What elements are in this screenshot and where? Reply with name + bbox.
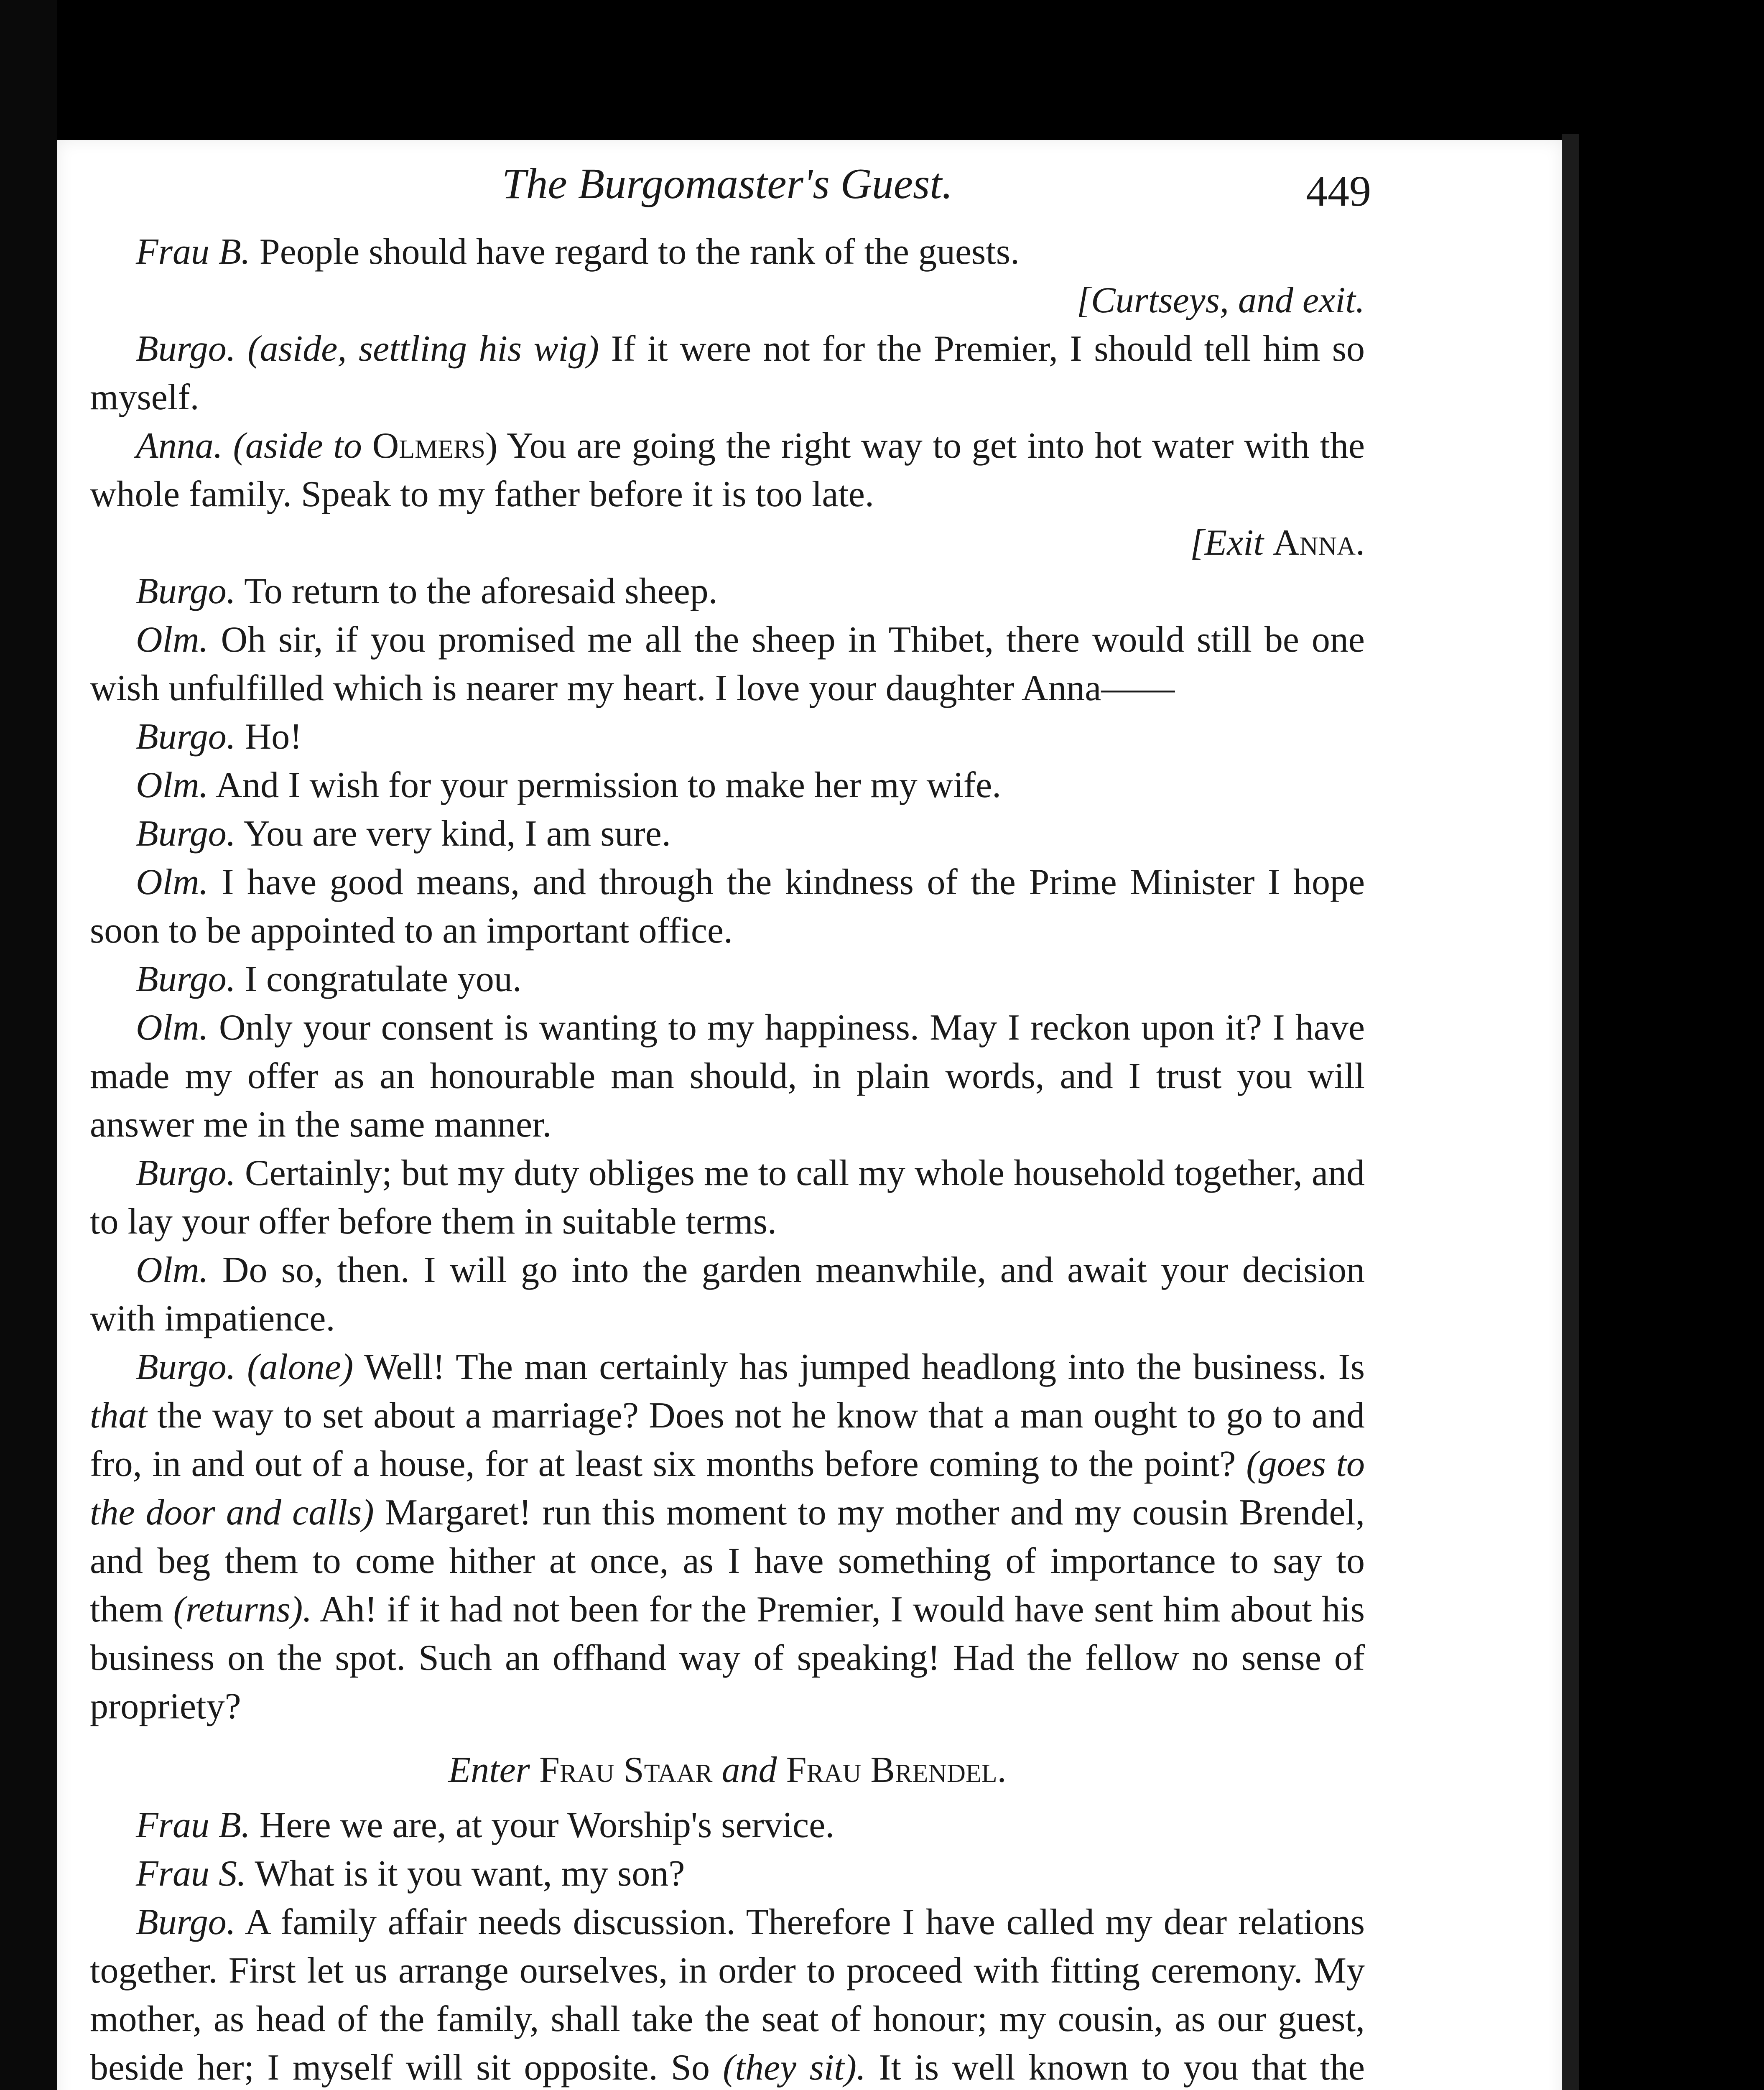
page-text: [90, 140, 1371, 2090]
exit-text: [Curtseys, and exit.: [1076, 280, 1365, 321]
speaker: Burgo.: [136, 1347, 236, 1387]
stage-direction-enter: [90, 1746, 1365, 1794]
speech-text: People should have regard to the rank of the guests.: [259, 232, 1020, 272]
speech-text: Ho!: [245, 716, 302, 757]
speech-line: [90, 616, 1365, 713]
speaker: Olm.: [136, 1250, 209, 1290]
left-binding-shadow: [0, 0, 57, 2090]
speech-text: Well! The man certainly has jumped headlong into the business. Is: [364, 1347, 1365, 1387]
enter-word: Enter: [448, 1750, 530, 1790]
speech-text: If it were not for the Premier, I should tell him so myself.: [90, 329, 1365, 418]
speech-text: What is it you want, my son?: [255, 1853, 685, 1894]
speech-line: [90, 1343, 1365, 1731]
emphasis: that: [90, 1395, 147, 1436]
speaker: Olm.: [136, 862, 209, 902]
speech-line: [90, 1801, 1365, 1850]
speech-line: [90, 1898, 1365, 2090]
speech-text: Here we are, at your Worship's service.: [259, 1805, 835, 1845]
speech-text: the way to set about a marriage? Does not he know that a man ought to go to and fro, in and out of a house, for at least six months before coming to the point?: [90, 1395, 1365, 1484]
speaker: Olm.: [136, 765, 209, 805]
speech-text: Do so, then. I will go into the garden meanwhile, and await your decision with impatience.: [90, 1250, 1365, 1339]
speech-text: Ah! if it had not been for the Premier, I would have sent him about his business on the spot. Such an offhand way of speaking! Had the fellow no sense of propriety?: [90, 1589, 1365, 1727]
page-header: [90, 140, 1371, 228]
speech-line: [90, 1850, 1365, 1898]
speaker: Frau B.: [136, 1805, 250, 1845]
character-name: Frau Staar: [539, 1750, 713, 1790]
speaker: Frau B.: [136, 232, 250, 272]
speech-text: And I wish for your permission to make her my wife.: [215, 765, 1002, 805]
stage-direction-exit: [90, 519, 1365, 567]
speaker: Olm.: [136, 619, 209, 660]
speaker: Frau S.: [136, 1853, 246, 1894]
stage-direction: (returns).: [173, 1589, 312, 1630]
speaker: Burgo.: [136, 1153, 236, 1193]
speaker: Burgo.: [136, 716, 236, 757]
speech-line: [90, 1246, 1365, 1343]
running-title: The Burgomaster's Guest.: [502, 160, 953, 208]
speech-line: [90, 567, 1365, 616]
speech-text: A family affair needs discussion. Therefore I have called my dear relations together. First let us arrange ourselves, in order to proceed with fitting ceremony. My mother, as head of the family, shall take the seat of honour; my cousin, as our guest, beside her; I myself will sit opposite. So: [90, 1902, 1365, 2088]
speech-line: [90, 810, 1365, 858]
speech-line: [90, 1149, 1365, 1246]
speech-text: Only your consent is wanting to my happiness. May I reckon upon it? I have made my offer as an honourable man should, in plain words, and I trust you will answer me in the same manner.: [90, 1007, 1365, 1145]
speech-line: [90, 858, 1365, 955]
speech-text: You are very kind, I am sure.: [243, 813, 671, 854]
speaker: Olm.: [136, 1007, 209, 1048]
speaker: Burgo.: [136, 813, 236, 854]
speaker: Burgo.: [136, 329, 236, 369]
speech-line: [90, 228, 1365, 276]
speech-line: [90, 422, 1365, 519]
speaker: Burgo.: [136, 1902, 236, 1942]
speech-line: [90, 955, 1365, 1004]
character-name: Olmers: [372, 426, 485, 466]
speech-line: [90, 713, 1365, 761]
page-edge: [1562, 134, 1579, 2090]
speech-line: [90, 1004, 1365, 1149]
stage-direction-exit: [90, 276, 1365, 325]
speech-line: [90, 325, 1365, 422]
exit-text: [Exit: [1190, 522, 1264, 563]
stage-direction: (alone): [247, 1347, 354, 1387]
speech-text: Margaret! run this moment to my mother and my cousin Brendel, and beg them to come hither at once, as I have something of importance to say to them: [90, 1492, 1365, 1630]
speech-text: You are going the right way to get into hot water with the whole family. Speak to my father before it is too late.: [90, 426, 1365, 515]
speech-text: Oh sir, if you promised me all the sheep in Thibet, there would still be one wish unfulfilled which is nearer my heart. I love your daughter Anna——: [90, 619, 1365, 709]
stage-direction-close: ): [485, 426, 498, 466]
character-name: Frau Brendel.: [786, 1750, 1007, 1790]
speech-text: I congratulate you.: [245, 959, 522, 999]
stage-direction: (aside to: [233, 426, 362, 466]
speech-text: Certainly; but my duty obliges me to call my whole household together, and to lay your offer before them in suitable terms.: [90, 1153, 1365, 1242]
speaker: Burgo.: [136, 959, 236, 999]
speech-text: It is well known to you that the: [879, 2047, 1365, 2088]
character-name: Anna.: [1273, 522, 1365, 563]
speech-text: To return to the aforesaid sheep.: [244, 571, 718, 612]
speaker: Burgo.: [136, 571, 236, 612]
speech-text: I have good means, and through the kindness of the Prime Minister I hope soon to be appointed to an important office.: [90, 862, 1365, 951]
and-word: and: [721, 1750, 777, 1790]
speaker: Anna.: [136, 426, 223, 466]
stage-direction: (aside, settling his wig): [247, 329, 599, 369]
stage-direction: (goes to the door and calls): [90, 1444, 1365, 1533]
page-number: 449: [1306, 167, 1371, 215]
stage-direction: (they sit).: [723, 2047, 866, 2088]
speech-line: [90, 761, 1365, 810]
